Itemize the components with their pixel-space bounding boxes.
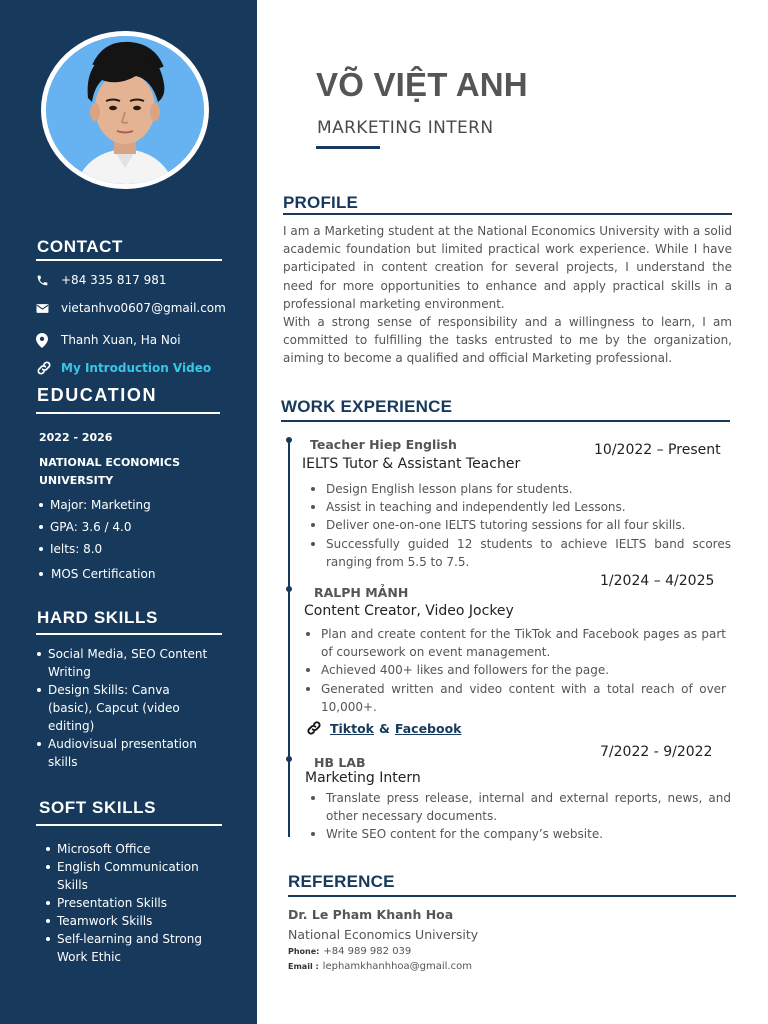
hard-skills-divider [36, 633, 222, 635]
contact-location [36, 333, 181, 347]
phone-text: +84 335 817 981 [61, 273, 167, 287]
profile-heading: PROFILE [283, 193, 359, 212]
soft-skill-item: Teamwork Skills [46, 912, 226, 930]
soft-skills-list [46, 840, 226, 966]
job-bullet: Generated written and video content with a total reach of over 10,000+. [301, 680, 726, 716]
job-bullet: Translate press release, internal and external reports, news, and other necessary documents. [306, 789, 731, 825]
intro-video-link[interactable] [36, 361, 211, 375]
reference-email-value: lephamkhanhhoa@gmail.com [322, 961, 472, 972]
job-company: Teacher Hiep English [310, 437, 457, 452]
job-bullets [301, 625, 726, 716]
profile-summary [283, 222, 732, 368]
profile-photo-frame [41, 31, 209, 189]
soft-skills-divider [36, 824, 222, 826]
job-dates: 10/2022 – Present [594, 442, 721, 458]
profile-divider [283, 213, 732, 215]
candidate-name: VÕ VIỆT ANH [316, 66, 528, 103]
profile-paragraph: With a strong sense of responsibility and a willingness to learn, I am committed to fulfilling the tasks entrusted to me by the organization, aiming to become a qualified and official Marketing professional. [283, 315, 732, 366]
soft-skill-item: Self-learning and Strong Work Ethic [46, 930, 226, 966]
timeline-line [288, 440, 290, 837]
education-mos: MOS Certification [39, 565, 155, 583]
soft-skill-item: English Communication Skills [46, 858, 226, 894]
reference-email-label: Email : [288, 962, 319, 971]
education-details [39, 496, 155, 583]
social-links [306, 720, 462, 736]
job-bullet: Successfully guided 12 students to achieve IELTS band scores ranging from 5.5 to 7.5. [306, 535, 731, 571]
link-icon [36, 361, 54, 375]
hard-skills-heading: HARD SKILLS [37, 608, 158, 627]
contact-divider [36, 259, 222, 261]
contact-heading: CONTACT [37, 237, 124, 256]
job-bullet: Deliver one-on-one IELTS tutoring sessions for all four skills. [306, 516, 731, 534]
timeline-dot [286, 437, 292, 443]
job-bullet: Write SEO content for the company’s website. [306, 825, 731, 843]
reference-phone-value: +84 989 982 039 [323, 946, 412, 957]
facebook-link[interactable]: Facebook [394, 720, 462, 736]
hard-skill-item: Design Skills: Canva (basic), Capcut (video editing) [37, 681, 217, 735]
profile-photo [46, 36, 204, 184]
education-major: Major: Marketing [39, 496, 155, 514]
job-bullets [306, 789, 731, 844]
intro-video-text: My Introduction Video [61, 361, 212, 375]
contact-phone[interactable] [36, 273, 166, 287]
reference-organization: National Economics University [288, 927, 479, 942]
candidate-title: MARKETING INTERN [317, 118, 494, 138]
education-divider [36, 412, 220, 414]
reference-phone-label: Phone: [288, 947, 320, 956]
tiktok-link[interactable]: Tiktok [330, 720, 375, 736]
job-company: RALPH MẢNH [314, 585, 409, 600]
job-dates: 7/2022 - 9/2022 [600, 744, 713, 760]
job-bullets [306, 480, 731, 571]
education-ielts: Ielts: 8.0 [39, 540, 155, 558]
soft-skill-item: Presentation Skills [46, 894, 226, 912]
education-years: 2022 - 2026 [39, 431, 113, 444]
job-role: Marketing Intern [305, 770, 421, 786]
hard-skill-item: Social Media, SEO Content Writing [37, 645, 217, 681]
job-dates: 1/2024 – 4/2025 [600, 573, 715, 589]
reference-phone [288, 946, 411, 957]
job-company: HB LAB [314, 755, 366, 770]
location-pin-icon [36, 333, 54, 347]
experience-heading: WORK EXPERIENCE [281, 397, 453, 416]
profile-paragraph: I am a Marketing student at the National Economics University with a solid academic foundation but limited practical work experience. While I have participated in content creation for several projects, I understand the need for more opportunities to enhance and apply practical skills in a professional marketing environment. [283, 224, 732, 311]
phone-icon [36, 273, 54, 287]
email-text: vietanhvo0607@gmail.com [61, 301, 226, 315]
reference-heading: REFERENCE [288, 872, 395, 891]
experience-divider [281, 420, 730, 422]
hard-skills-list [37, 645, 217, 771]
education-gpa: GPA: 3.6 / 4.0 [39, 518, 155, 536]
reference-name: Dr. Le Pham Khanh Hoa [288, 907, 454, 922]
job-bullet: Assist in teaching and independently led Lessons. [306, 498, 731, 516]
timeline-dot [286, 756, 292, 762]
reference-email[interactable] [288, 961, 472, 972]
links-separator: & [379, 720, 390, 736]
job-bullet: Achieved 400+ likes and followers for the page. [301, 661, 726, 679]
link-icon [306, 720, 322, 736]
timeline-dot [286, 586, 292, 592]
envelope-icon [36, 301, 54, 315]
job-bullet: Design English lesson plans for students. [306, 480, 731, 498]
job-bullet: Plan and create content for the TikTok and Facebook pages as part of coursework on event management. [301, 625, 726, 661]
education-heading: EDUCATION [37, 385, 158, 405]
sidebar [0, 0, 257, 1024]
job-role: Content Creator, Video Jockey [304, 603, 514, 619]
soft-skills-heading: SOFT SKILLS [39, 798, 157, 817]
job-role: IELTS Tutor & Assistant Teacher [302, 456, 521, 472]
soft-skill-item: Microsoft Office [46, 840, 226, 858]
contact-email[interactable] [36, 301, 226, 315]
education-school: NATIONAL ECONOMICS UNIVERSITY [39, 456, 181, 487]
location-text: Thanh Xuan, Ha Noi [61, 333, 181, 347]
hard-skill-item: Audiovisual presentation skills [37, 735, 217, 771]
reference-divider [288, 895, 736, 897]
title-underline [316, 146, 380, 149]
